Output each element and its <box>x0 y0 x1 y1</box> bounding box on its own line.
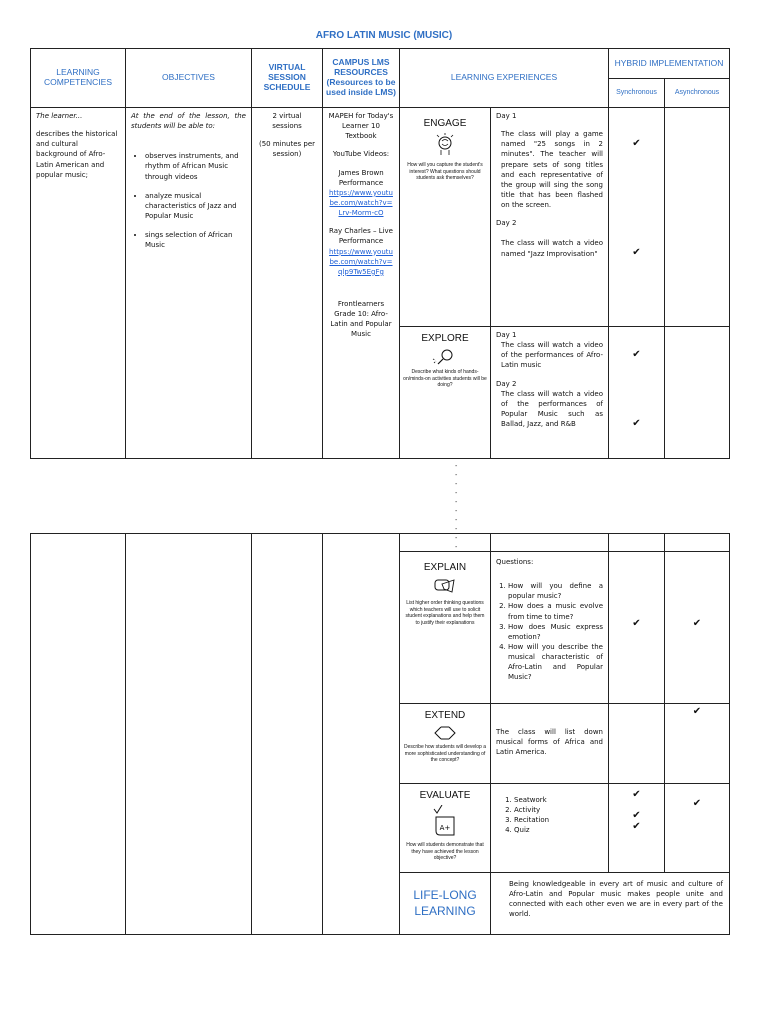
check-icon: ✔ <box>632 349 641 360</box>
blank-cell <box>665 534 730 552</box>
competency-text: describes the historical and cultural background of Afro-Latin American and popular music; <box>36 130 118 179</box>
virtual-cell <box>252 108 323 459</box>
evaluate-sync-cell <box>609 784 665 873</box>
blank-cell <box>609 534 665 552</box>
header-objectives: OBJECTIVES <box>126 49 252 108</box>
lifelong-learning-text <box>491 873 730 935</box>
lifelong-text: Being knowledgeable in every art of music and culture of Afro-Latin and Popular music makes people unite and connected with each other even we are in every part of the world. <box>509 880 723 919</box>
explain-questions-list <box>496 581 603 682</box>
header-sync: Synchronous <box>609 79 665 108</box>
empty-competency-cell <box>31 534 126 935</box>
explain-question-item: 2. How does a music evolve from time to time? <box>508 601 603 621</box>
competency-cell <box>31 108 126 459</box>
check-icon: ✔ <box>692 618 702 629</box>
engage-day2-text: The class will watch a video named "Jazz Improvisation" <box>501 239 603 258</box>
evaluate-list <box>496 795 603 836</box>
engage-question: How will you capture the student's interest? What questions should students ask themselves? <box>407 162 483 181</box>
explore-day1-label: Day 1 <box>496 331 517 339</box>
evaluate-question: How will students demonstrate that they have achieved the lesson objective? <box>406 842 484 861</box>
check-icon: ✔ <box>632 138 641 149</box>
explain-questions-label: Questions: <box>496 558 534 566</box>
video-2-link[interactable]: https://www.youtube.com/watch?v=qlp9Tw5EgFg <box>329 247 393 276</box>
extend-question: Describe how students will develop a more sophisticated understanding of the concept? <box>404 744 486 763</box>
objectives-list <box>131 151 246 250</box>
explain-title: EXPLAIN <box>423 562 467 573</box>
explore-sync-cell <box>609 327 665 459</box>
check-icon: ✔ <box>632 247 641 258</box>
engage-brain-icon <box>434 133 456 159</box>
lesson-table-part-1 <box>30 48 730 459</box>
check-icon: ✔ <box>632 821 641 832</box>
engage-activities <box>491 108 609 327</box>
explore-day2-label: Day 2 <box>496 379 517 388</box>
video-1-link[interactable]: https://www.youtube.com/watch?v=Lrv-Morm-cO <box>329 188 393 218</box>
extend-title: EXTEND <box>424 710 466 721</box>
extend-activities <box>491 704 609 784</box>
check-icon: ✔ <box>692 798 702 809</box>
objective-item: • observes instruments, and rhythm of African Music through videos <box>145 151 246 181</box>
evaluate-item: 4. Quiz <box>514 825 603 835</box>
explore-async-cell <box>665 327 730 459</box>
virtual-sessions: 2 virtual sessions <box>272 112 302 131</box>
explain-activities <box>491 552 609 704</box>
explain-question-item: 1. How will you define a popular music? <box>508 581 603 601</box>
lms-videos-label: YouTube Videos: <box>332 150 390 159</box>
objective-item: • analyze musical characteristics of Jazz and Popular Music <box>145 191 246 221</box>
explain-phase-cell <box>400 552 491 704</box>
extend-sync-cell <box>609 704 665 784</box>
empty-virtual-cell <box>252 534 323 935</box>
lms-textbook: MAPEH for Today's Learner 10 Textbook <box>328 112 394 141</box>
evaluate-item: 2. Activity <box>514 805 603 815</box>
engage-phase-cell <box>400 108 491 327</box>
blank-cell <box>491 534 609 552</box>
check-icon: ✔ <box>632 418 641 429</box>
header-async: Asynchronous <box>665 79 730 108</box>
explain-question-item: 4. How will you describe the musical characteristic of Afro-Latin and Popular Music? <box>508 642 603 683</box>
header-lms: CAMPUS LMS RESOURCES (Resources to be used inside LMS) <box>323 49 400 108</box>
engage-day1-label: Day 1 <box>496 112 517 120</box>
explore-phase-cell <box>400 327 491 459</box>
explain-speech-bubble-icon <box>432 577 458 597</box>
extend-arrows-icon <box>432 725 458 741</box>
video-1-name: James Brown Performance <box>338 168 384 187</box>
explore-activities <box>491 327 609 459</box>
engage-day1-text: The class will play a game named "25 songs in 2 minutes". The teacher will prepare sets of song titles and each representative of the group will sing the song title that has been flashed on the screen. <box>501 130 603 210</box>
objectives-cell <box>126 108 252 459</box>
objective-item: • sings selection of African Music <box>145 230 246 250</box>
header-virtual: VIRTUAL SESSION SCHEDULE <box>252 49 323 108</box>
extend-text: The class will list down musical forms of Africa and Latin America. <box>496 728 603 757</box>
lms-frontlearners: Frontlearners Grade 10: Afro-Latin and Popular Music <box>330 299 392 339</box>
objectives-intro: At the end of the lesson, the students will be able to: <box>131 112 246 131</box>
video-2-name: Ray Charles – Live Performance <box>328 227 393 246</box>
explain-question-item: 3. How does Music express emotion? <box>508 622 603 642</box>
evaluate-title: EVALUATE <box>419 790 471 801</box>
explain-async-cell <box>665 552 730 704</box>
explore-day2-text: The class will watch a video of the performances of Popular Music such as Ballad, Jazz, and R&B <box>501 389 603 429</box>
empty-objectives-cell <box>126 534 252 935</box>
lms-cell <box>323 108 400 459</box>
evaluate-badge: A+ <box>439 824 451 832</box>
engage-async-cell <box>665 108 730 327</box>
explain-sync-cell <box>609 552 665 704</box>
virtual-duration: (50 minutes per session) <box>258 140 316 159</box>
continuation-dots: - - - - - - - - - - <box>455 463 458 551</box>
empty-lms-cell <box>323 534 400 935</box>
header-hybrid: HYBRID IMPLEMENTATION <box>609 49 730 79</box>
explore-question: Describe what kinds of hands-on/minds-on activities students will be doing? <box>403 369 487 388</box>
explore-magnifier-icon <box>432 348 458 366</box>
check-icon: ✔ <box>632 810 641 821</box>
engage-day2-label: Day 2 <box>496 219 517 228</box>
extend-phase-cell <box>400 704 491 784</box>
header-experiences: LEARNING EXPERIENCES <box>400 49 609 108</box>
evaluate-item: 3. Recitation <box>514 815 603 825</box>
explore-title: EXPLORE <box>421 333 469 344</box>
lifelong-learning-label: LIFE-LONG LEARNING <box>400 873 491 935</box>
engage-sync-cell <box>609 108 665 327</box>
check-icon: ✔ <box>692 706 702 717</box>
lesson-table-part-2 <box>30 533 730 935</box>
engage-title: ENGAGE <box>423 118 467 129</box>
header-competencies: LEARNING COMPETENCIES <box>31 49 126 108</box>
blank-cell <box>400 534 491 552</box>
competency-intro: The learner... <box>36 112 83 120</box>
explore-day1-text: The class will watch a video of the performances of Afro-Latin music <box>501 341 603 370</box>
check-icon: ✔ <box>632 618 641 629</box>
evaluate-async-cell <box>665 784 730 873</box>
evaluate-phase-cell <box>400 784 491 873</box>
evaluate-activities <box>491 784 609 873</box>
evaluate-item: 1. Seatwork <box>514 795 603 805</box>
check-icon: ✔ <box>632 789 641 800</box>
page-title: AFRO LATIN MUSIC (MUSIC) <box>315 30 453 41</box>
extend-async-cell <box>665 704 730 784</box>
explain-question: List higher order thinking questions which teachers will use to solicit student explanations and help them to justify their explanations <box>405 600 485 626</box>
evaluate-grade-paper-icon <box>430 805 460 839</box>
